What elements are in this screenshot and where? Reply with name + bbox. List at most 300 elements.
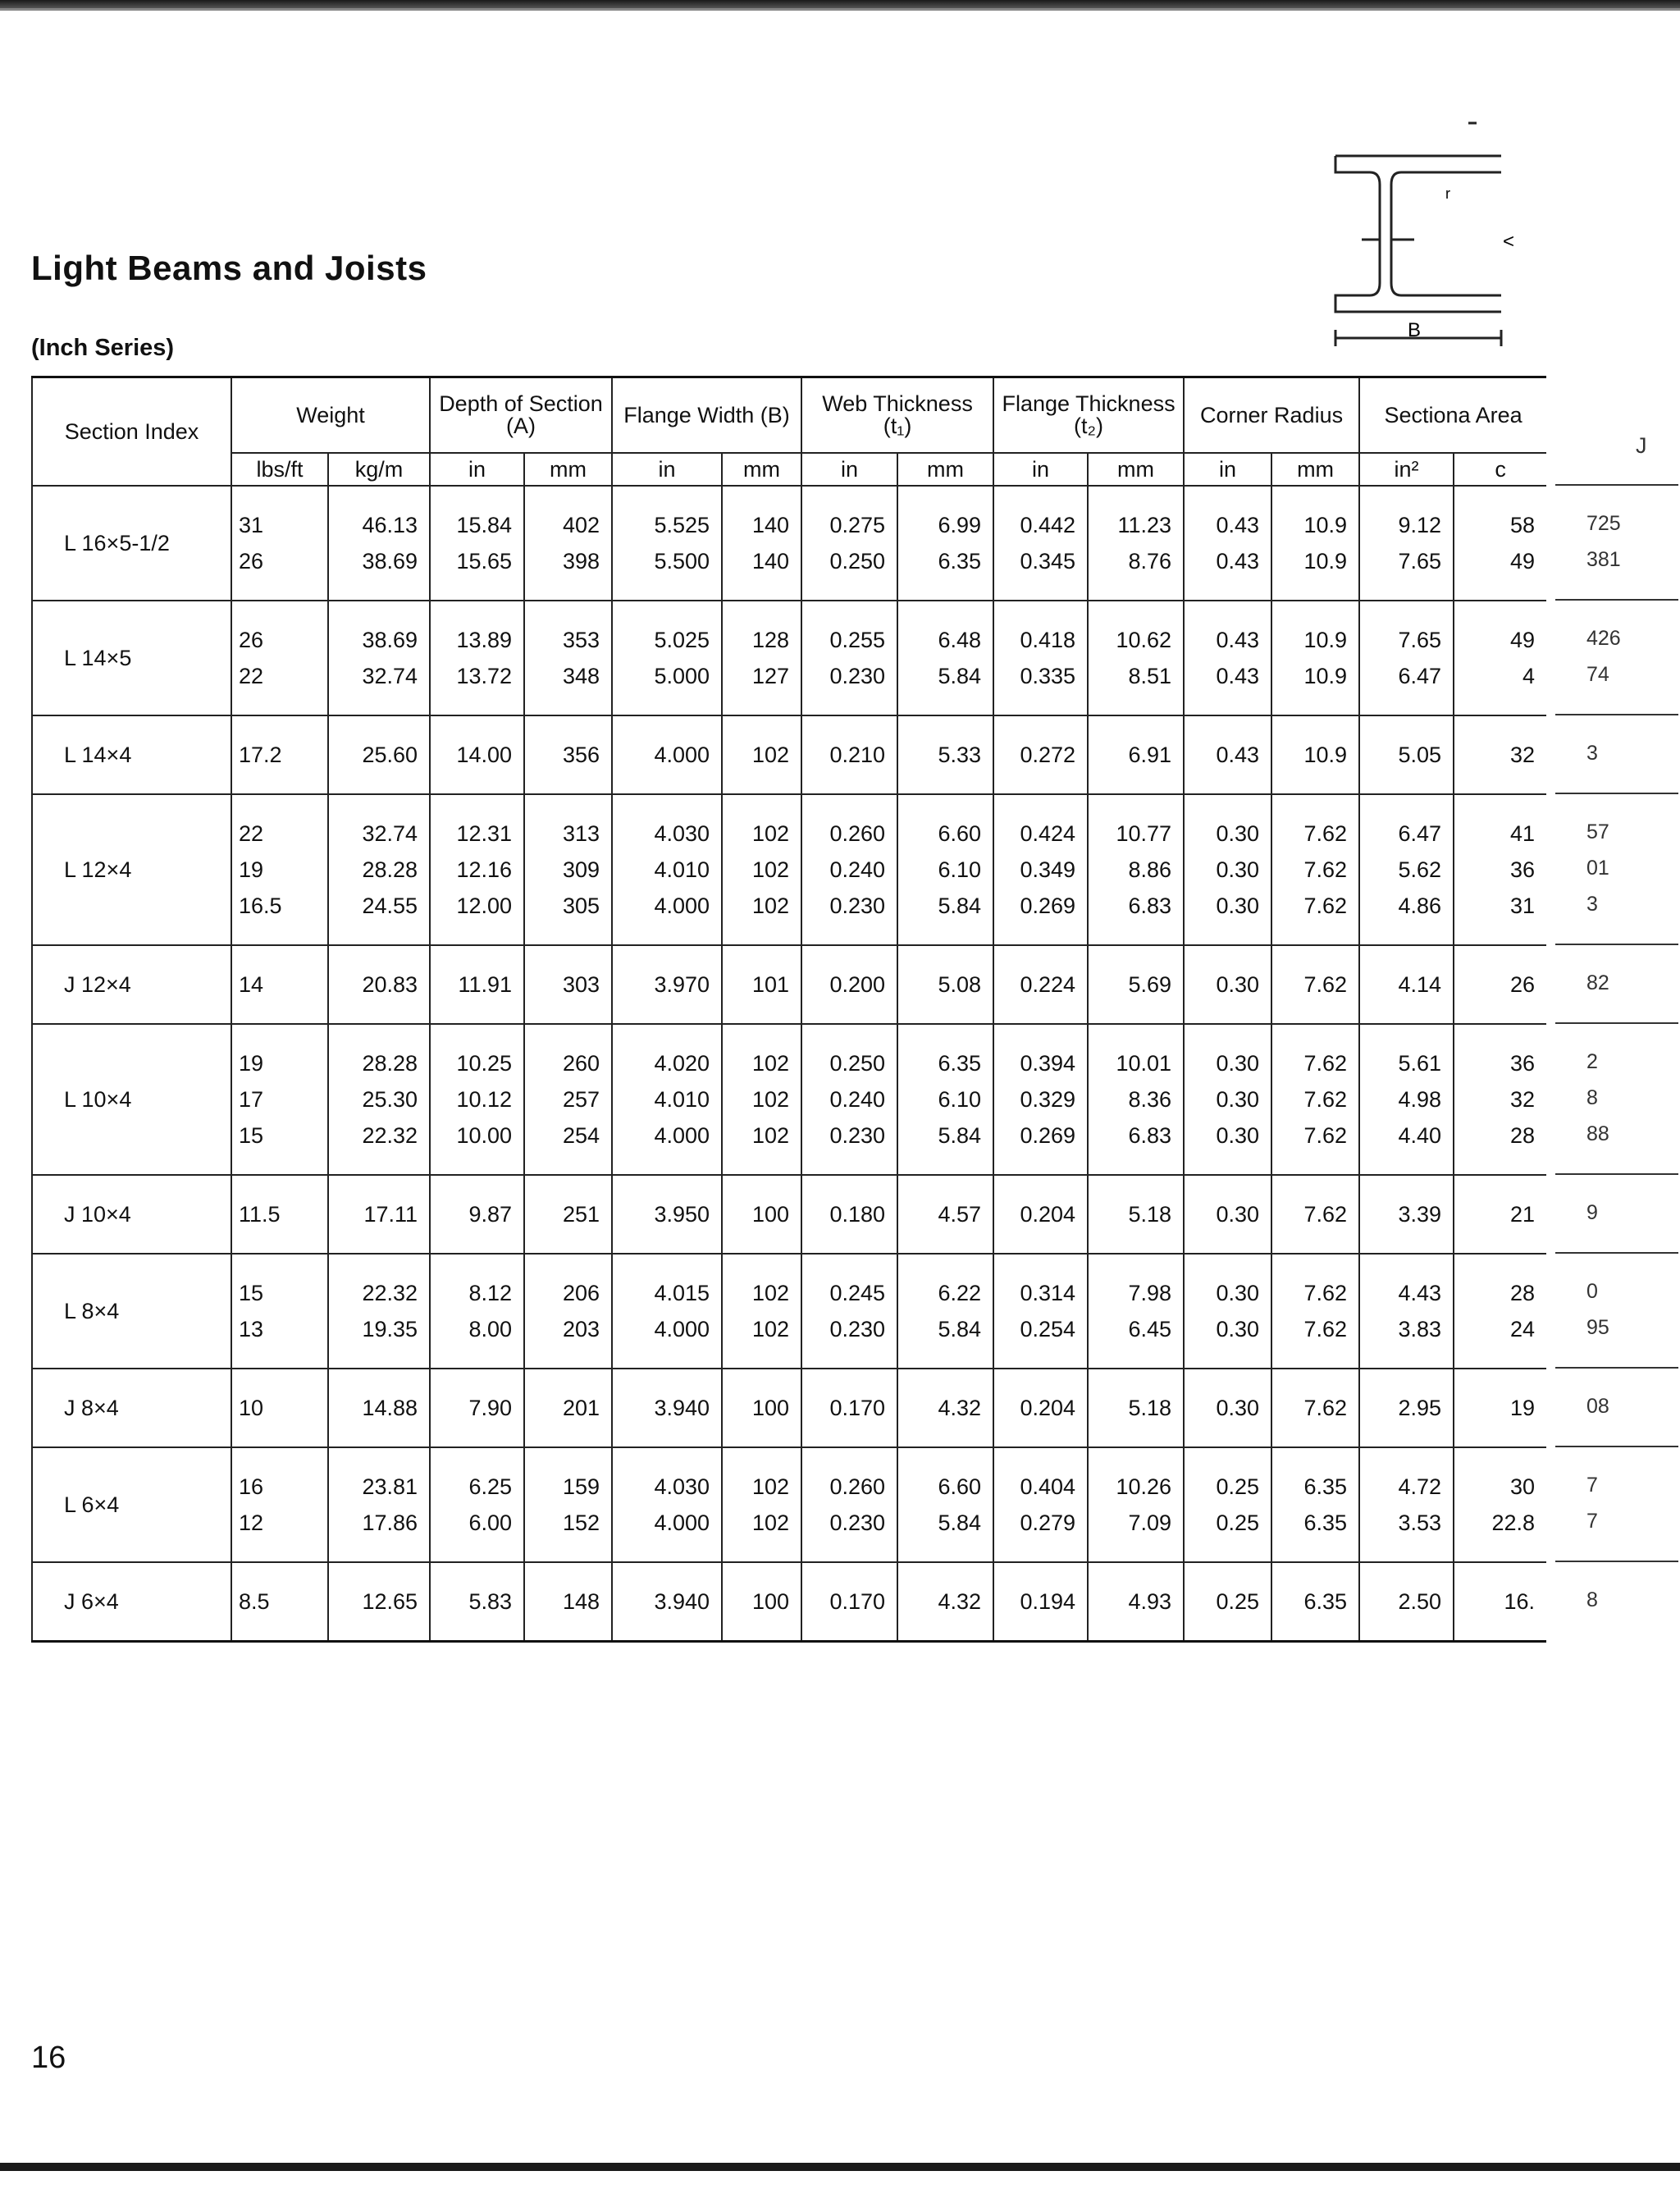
cell-value: 0.240	[829, 857, 886, 882]
cell-value: 13.72	[456, 664, 513, 688]
unit-header: in	[801, 453, 897, 486]
cell-value: 4.32	[938, 1588, 982, 1614]
cell-value: 10.9	[1303, 628, 1348, 652]
cell-value: 0.43	[1216, 513, 1260, 537]
data-cell	[1271, 601, 1359, 715]
cutoff-value: 8	[1586, 1588, 1598, 1611]
cell-value: 12.65	[362, 1588, 418, 1614]
cell-value: 4.010	[654, 857, 710, 882]
cutoff-rule	[1555, 793, 1678, 794]
cell-value: 0.250	[829, 1051, 886, 1076]
table-row-group	[32, 1447, 1546, 1562]
table-row-group	[32, 945, 1546, 1024]
data-cell	[1184, 1024, 1271, 1175]
data-cell	[430, 1175, 524, 1254]
data-cell	[1454, 1369, 1546, 1447]
cell-value: 10.9	[1303, 743, 1348, 767]
cell-value: 28.28	[362, 1051, 418, 1076]
data-cell	[1088, 1254, 1184, 1369]
data-cell	[1359, 1447, 1454, 1562]
cell-value: 0.30	[1216, 1202, 1260, 1227]
cell-value: 6.83	[1128, 893, 1172, 918]
data-cell	[993, 945, 1088, 1024]
data-cell	[1271, 794, 1359, 945]
data-cell	[328, 486, 430, 601]
cutoff-rule	[1555, 944, 1678, 945]
cell-value: 10.25	[456, 1051, 513, 1076]
data-cell	[1088, 1175, 1184, 1254]
cell-value: 7.62	[1303, 1087, 1348, 1112]
data-cell	[612, 1175, 722, 1254]
cell-value: 3.83	[1398, 1317, 1442, 1341]
data-cell	[1184, 1447, 1271, 1562]
cell-value: 0.30	[1216, 821, 1260, 846]
cell-value: 0.30	[1216, 1281, 1260, 1305]
cell-value: 148	[562, 1588, 600, 1614]
cell-value: 2.95	[1398, 1396, 1442, 1420]
cell-value: 4.000	[654, 1123, 710, 1148]
cell-value: 26	[1510, 972, 1536, 997]
cell-value: 17.86	[362, 1510, 418, 1535]
diagram-label-r: r	[1445, 185, 1450, 202]
cell-value: 0.43	[1216, 628, 1260, 652]
cell-value: 26	[239, 549, 264, 574]
cell-value: 102	[751, 1123, 790, 1148]
data-cell	[231, 1447, 328, 1562]
beam-outline	[1335, 156, 1501, 312]
cell-value: 102	[751, 1317, 790, 1341]
data-cell	[1088, 794, 1184, 945]
cell-value: 0.30	[1216, 857, 1260, 882]
cutoff-value: 426	[1586, 627, 1621, 650]
cell-value: 12.00	[456, 893, 513, 918]
cell-value: 0.240	[829, 1087, 886, 1112]
cell-value: 128	[751, 628, 790, 652]
data-cell	[328, 1175, 430, 1254]
cell-value: 3.53	[1398, 1510, 1442, 1535]
cell-value: 38.69	[362, 549, 418, 574]
cell-value: 32.74	[362, 821, 418, 846]
cell-value: 0.210	[829, 743, 886, 767]
section-index-cell: L 14×4	[32, 715, 231, 794]
data-cell	[430, 945, 524, 1024]
header-weight: Weight	[231, 377, 430, 454]
cell-value: 102	[751, 1051, 790, 1076]
cell-value: 49	[1510, 549, 1536, 574]
cell-value: 12	[239, 1510, 264, 1535]
table-row-group	[32, 1254, 1546, 1369]
cutoff-value: 3	[1586, 742, 1598, 765]
cell-value: 0.30	[1216, 1396, 1260, 1420]
cell-value: 6.60	[938, 821, 982, 846]
data-cell	[722, 1562, 801, 1641]
cell-value: 3.39	[1398, 1202, 1442, 1227]
cell-value: 5.33	[938, 743, 982, 767]
cell-value: 28	[1510, 1123, 1536, 1148]
data-cell	[328, 794, 430, 945]
data-cell	[231, 945, 328, 1024]
cell-value: 303	[562, 972, 600, 997]
cell-value: 0.279	[1020, 1510, 1076, 1535]
cell-value: 4.000	[654, 1510, 710, 1535]
section-index-cell: L 8×4	[32, 1254, 231, 1369]
cell-value: 0.314	[1020, 1281, 1076, 1305]
cutoff-value: 7	[1586, 1510, 1598, 1533]
cell-value: 4	[1522, 664, 1536, 688]
cell-value: 0.255	[829, 628, 886, 652]
cell-value: 3.970	[654, 972, 710, 997]
cell-value: 4.000	[654, 893, 710, 918]
cell-value: 0.230	[829, 1510, 886, 1535]
units-row	[32, 453, 1546, 486]
data-cell	[1359, 601, 1454, 715]
data-cell	[993, 1562, 1088, 1641]
cell-value: 28.28	[362, 857, 418, 882]
cutoff-rule	[1555, 714, 1678, 715]
scan-top-edge-line	[0, 8, 1680, 11]
data-cell	[722, 1369, 801, 1447]
data-cell	[722, 794, 801, 945]
cell-value: 7.62	[1303, 1396, 1348, 1420]
cell-value: 7.09	[1128, 1510, 1172, 1535]
data-cell	[1088, 1562, 1184, 1641]
data-cell	[524, 1024, 612, 1175]
cell-value: 0.424	[1020, 821, 1076, 846]
data-cell	[1271, 1254, 1359, 1369]
cell-value: 30	[1510, 1474, 1536, 1499]
cell-value: 251	[562, 1202, 600, 1227]
page-number: 16	[31, 2041, 66, 2075]
cell-value: 127	[751, 664, 790, 688]
cell-value: 5.69	[1128, 972, 1172, 997]
cell-value: 0.260	[829, 821, 886, 846]
data-cell	[328, 1562, 430, 1641]
cell-value: 5.84	[938, 664, 982, 688]
cell-value: 17.2	[239, 743, 282, 767]
cell-value: 0.30	[1216, 1087, 1260, 1112]
table-row-group	[32, 715, 1546, 794]
header-section-index: Section Index	[32, 377, 231, 487]
data-cell	[430, 1369, 524, 1447]
cell-value: 102	[751, 1474, 790, 1499]
data-cell	[897, 1175, 993, 1254]
cell-value: 19	[239, 1051, 264, 1076]
cutoff-value: 0	[1586, 1280, 1598, 1303]
cell-value: 3.940	[654, 1396, 710, 1420]
data-cell	[897, 1024, 993, 1175]
cell-value: 7.62	[1303, 1051, 1348, 1076]
cell-value: 25.60	[362, 743, 418, 767]
data-cell	[897, 1562, 993, 1641]
data-cell	[801, 1562, 897, 1641]
cell-value: 4.030	[654, 821, 710, 846]
data-cell	[328, 601, 430, 715]
data-cell	[1359, 1175, 1454, 1254]
cell-value: 15	[239, 1123, 264, 1148]
data-cell	[1184, 1369, 1271, 1447]
unit-header: lbs/ft	[231, 453, 328, 486]
cell-value: 6.10	[938, 1087, 982, 1112]
cell-value: 7.90	[468, 1396, 513, 1420]
data-cell	[328, 1369, 430, 1447]
cell-value: 22.32	[362, 1281, 418, 1305]
table-row-group	[32, 1024, 1546, 1175]
cell-value: 32.74	[362, 664, 418, 688]
data-cell	[1184, 1562, 1271, 1641]
cell-value: 0.230	[829, 893, 886, 918]
unit-header: mm	[1088, 453, 1184, 486]
data-cell	[1184, 794, 1271, 945]
header-flange-width: Flange Width (B)	[612, 377, 801, 454]
data-cell	[1088, 601, 1184, 715]
cell-value: 31	[239, 513, 264, 537]
cell-value: 0.180	[829, 1202, 886, 1227]
header-flange-thickness: Flange Thickness (t₂)	[993, 377, 1184, 454]
scan-bottom-edge	[0, 2163, 1680, 2171]
cell-value: 0.30	[1216, 1051, 1260, 1076]
cell-value: 0.43	[1216, 743, 1260, 767]
data-cell	[993, 1024, 1088, 1175]
cell-value: 0.30	[1216, 1123, 1260, 1148]
cell-value: 14.00	[456, 743, 513, 767]
cell-value: 313	[562, 821, 600, 846]
header-sectional-area: Sectiona Area	[1359, 377, 1546, 454]
data-cell	[1454, 1254, 1546, 1369]
cell-value: 7.62	[1303, 893, 1348, 918]
unit-header: kg/m	[328, 453, 430, 486]
cell-value: 8.5	[239, 1588, 270, 1614]
cell-value: 5.84	[938, 1510, 982, 1535]
cell-value: 353	[562, 628, 600, 652]
cell-value: 5.84	[938, 1123, 982, 1148]
cell-value: 4.98	[1398, 1087, 1442, 1112]
data-cell	[612, 1447, 722, 1562]
data-cell	[612, 1369, 722, 1447]
cell-value: 22	[239, 821, 264, 846]
data-cell	[1271, 1447, 1359, 1562]
data-cell	[722, 601, 801, 715]
data-cell	[430, 1254, 524, 1369]
adjacent-page-cutoff	[1545, 376, 1680, 1656]
data-cell	[524, 1175, 612, 1254]
cell-value: 140	[751, 549, 790, 574]
unit-header: mm	[1271, 453, 1359, 486]
cutoff-value: 7	[1586, 1474, 1598, 1497]
data-cell	[1359, 794, 1454, 945]
page-subtitle: (Inch Series)	[31, 335, 175, 361]
data-cell	[430, 486, 524, 601]
cell-value: 6.47	[1398, 664, 1442, 688]
cell-value: 3.950	[654, 1202, 710, 1227]
cell-value: 0.230	[829, 664, 886, 688]
cell-value: 0.194	[1020, 1588, 1076, 1614]
cell-value: 36	[1510, 1051, 1536, 1076]
cell-value: 7.65	[1398, 628, 1442, 652]
cell-value: 5.84	[938, 893, 982, 918]
cell-value: 6.35	[1303, 1588, 1348, 1614]
cell-value: 10.77	[1116, 821, 1172, 846]
cutoff-value: 9	[1586, 1201, 1598, 1224]
cutoff-rule	[1555, 1252, 1678, 1254]
cell-value: 8.36	[1128, 1087, 1172, 1112]
data-cell	[897, 945, 993, 1024]
cutoff-value: 381	[1586, 548, 1621, 571]
cell-value: 4.000	[654, 1317, 710, 1341]
cell-value: 5.61	[1398, 1051, 1442, 1076]
cell-value: 0.442	[1020, 513, 1076, 537]
data-cell	[430, 1562, 524, 1641]
cell-value: 4.57	[938, 1202, 982, 1227]
data-cell	[328, 945, 430, 1024]
table-row-group	[32, 794, 1546, 945]
data-cell	[328, 715, 430, 794]
cell-value: 102	[751, 1510, 790, 1535]
data-cell	[1359, 1369, 1454, 1447]
cell-value: 5.18	[1128, 1202, 1172, 1227]
cell-value: 11.91	[458, 972, 513, 997]
cell-value: 20.83	[362, 972, 418, 997]
data-cell	[430, 601, 524, 715]
data-cell	[328, 1447, 430, 1562]
cell-value: 159	[562, 1474, 600, 1499]
data-cell	[1359, 1254, 1454, 1369]
cell-value: 100	[751, 1396, 790, 1420]
cell-value: 0.224	[1020, 972, 1076, 997]
cell-value: 4.86	[1398, 893, 1442, 918]
cell-value: 0.260	[829, 1474, 886, 1499]
data-cell	[1454, 794, 1546, 945]
cell-value: 46.13	[362, 513, 418, 537]
cell-value: 348	[562, 664, 600, 688]
cell-value: 4.000	[654, 743, 710, 767]
unit-header: mm	[897, 453, 993, 486]
cell-value: 24	[1510, 1317, 1536, 1341]
data-cell	[524, 945, 612, 1024]
cell-value: 10.26	[1116, 1474, 1172, 1499]
cell-value: 6.35	[1303, 1510, 1348, 1535]
data-cell	[1454, 601, 1546, 715]
cell-value: 102	[751, 893, 790, 918]
data-cell	[430, 1024, 524, 1175]
cell-value: 7.62	[1303, 857, 1348, 882]
cell-value: 10.01	[1116, 1051, 1172, 1076]
cell-value: 0.329	[1020, 1087, 1076, 1112]
data-cell	[612, 715, 722, 794]
data-cell	[1088, 1024, 1184, 1175]
cell-value: 13	[239, 1317, 264, 1341]
data-cell	[231, 1254, 328, 1369]
data-cell	[231, 486, 328, 601]
cell-value: 0.345	[1020, 549, 1076, 574]
cutoff-value: 725	[1586, 512, 1621, 535]
cell-value: 26	[239, 628, 264, 652]
data-cell	[612, 1024, 722, 1175]
data-cell	[1271, 1369, 1359, 1447]
cell-value: 16	[239, 1474, 264, 1499]
diagram-arrow-glyph: <	[1503, 231, 1515, 253]
cell-value: 100	[751, 1202, 790, 1227]
cell-value: 0.43	[1216, 664, 1260, 688]
data-cell	[430, 1447, 524, 1562]
cutoff-value: 2	[1586, 1050, 1598, 1073]
cell-value: 10.00	[456, 1123, 513, 1148]
cell-value: 6.35	[938, 549, 982, 574]
cell-value: 7.62	[1303, 972, 1348, 997]
cell-value: 23.81	[362, 1474, 418, 1499]
data-cell	[897, 794, 993, 945]
data-cell	[897, 486, 993, 601]
section-index-cell: J 10×4	[32, 1175, 231, 1254]
cutoff-header: J	[1636, 433, 1647, 458]
cell-value: 0.269	[1020, 1123, 1076, 1148]
data-cell	[231, 1562, 328, 1641]
cell-value: 0.349	[1020, 857, 1076, 882]
cutoff-value: 3	[1586, 893, 1598, 916]
data-cell	[1271, 1024, 1359, 1175]
cell-value: 4.72	[1398, 1474, 1442, 1499]
data-cell	[897, 1369, 993, 1447]
data-cell	[231, 715, 328, 794]
cutoff-value: 01	[1586, 857, 1609, 880]
cell-value: 4.14	[1398, 972, 1442, 997]
cell-value: 6.83	[1128, 1123, 1172, 1148]
data-cell	[1088, 945, 1184, 1024]
cell-value: 6.35	[938, 1051, 982, 1076]
cell-value: 6.47	[1398, 821, 1442, 846]
data-cell	[1184, 945, 1271, 1024]
cell-value: 22.32	[362, 1123, 418, 1148]
cell-value: 22	[239, 664, 264, 688]
cell-value: 102	[751, 821, 790, 846]
cell-value: 0.230	[829, 1317, 886, 1341]
data-cell	[612, 1562, 722, 1641]
cell-value: 5.000	[654, 664, 710, 688]
cell-value: 10.9	[1303, 513, 1348, 537]
section-index-cell: L 14×5	[32, 601, 231, 715]
cell-value: 0.30	[1216, 972, 1260, 997]
unit-header: mm	[524, 453, 612, 486]
data-cell	[1359, 715, 1454, 794]
data-cell	[1271, 715, 1359, 794]
cell-value: 14	[239, 972, 264, 997]
cell-value: 36	[1510, 857, 1536, 882]
cell-value: 11.23	[1117, 513, 1172, 537]
cell-value: 206	[562, 1281, 600, 1305]
cell-value: 32	[1510, 743, 1536, 767]
data-cell	[612, 945, 722, 1024]
cell-value: 4.010	[654, 1087, 710, 1112]
cell-value: 12.31	[456, 821, 513, 846]
data-cell	[1184, 601, 1271, 715]
data-cell	[897, 715, 993, 794]
data-cell	[1271, 1175, 1359, 1254]
cutoff-value: 95	[1586, 1316, 1609, 1339]
header-corner-radius: Corner Radius	[1184, 377, 1359, 454]
cell-value: 0.204	[1020, 1396, 1076, 1420]
cell-value: 7.98	[1128, 1281, 1172, 1305]
cell-value: 398	[562, 549, 600, 574]
data-cell	[1088, 1369, 1184, 1447]
cell-value: 0.335	[1020, 664, 1076, 688]
data-cell	[524, 1562, 612, 1641]
cell-value: 8.76	[1128, 549, 1172, 574]
cutoff-value: 08	[1586, 1395, 1609, 1418]
cutoff-value: 57	[1586, 820, 1609, 843]
data-cell	[993, 1254, 1088, 1369]
section-index-cell: J 6×4	[32, 1562, 231, 1641]
cell-value: 4.93	[1128, 1588, 1172, 1614]
data-cell	[612, 794, 722, 945]
